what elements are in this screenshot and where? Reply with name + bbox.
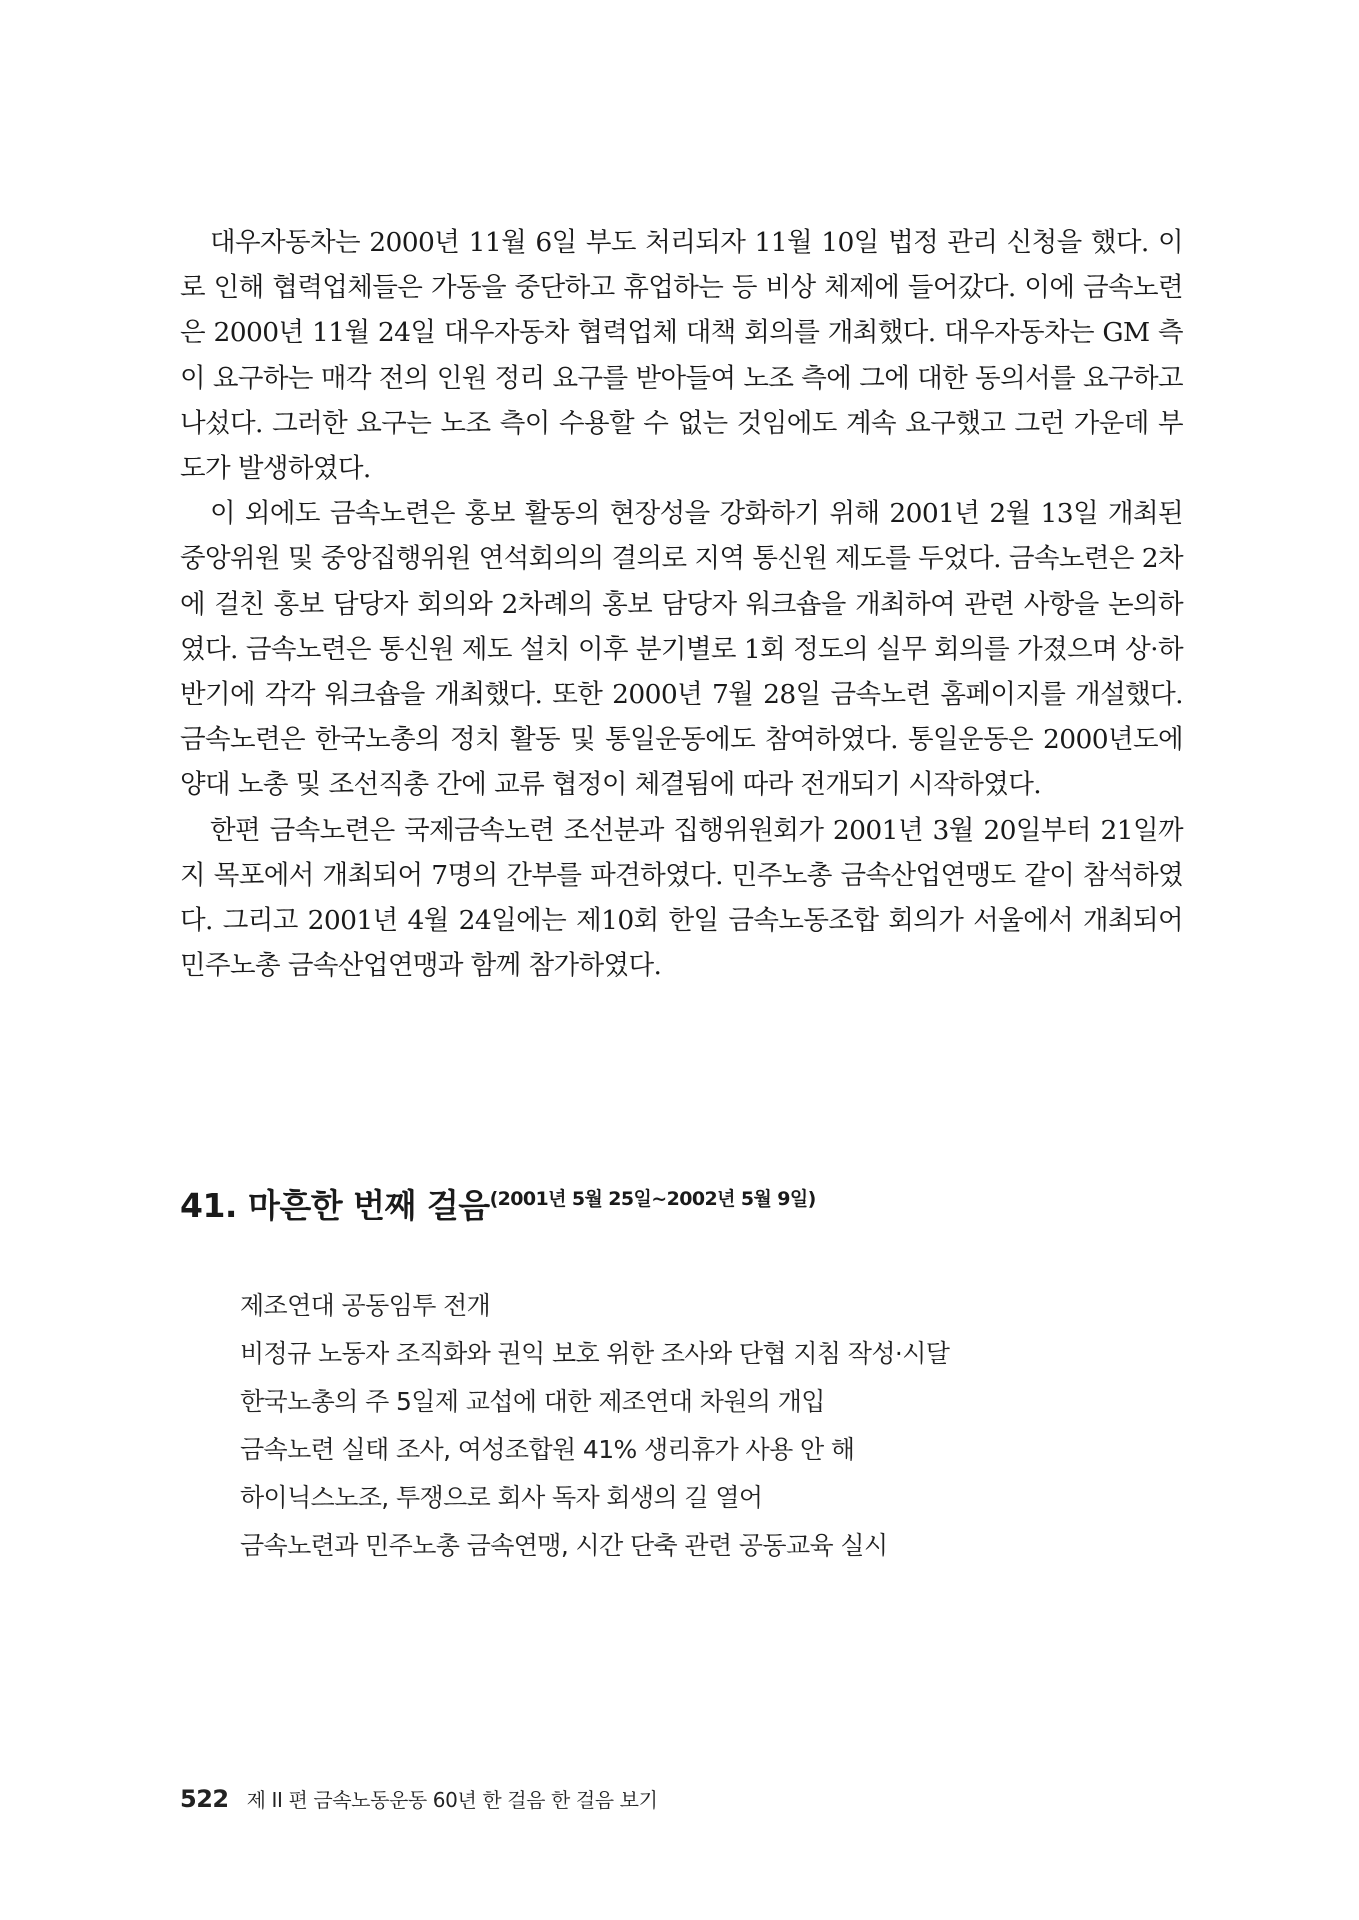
section-heading: [180, 1180, 816, 1227]
summary-item: 금속노련 실태 조사, 여성조합원 41% 생리휴가 사용 안 해: [240, 1435, 855, 1464]
running-title: 제 II 편 금속노동운동 60년 한 걸음 한 걸음 보기: [246, 1788, 658, 1812]
section-summary-list: [240, 1282, 949, 1570]
paragraph-imf-shipbuilding: 한편 금속노련은 국제금속노련 조선분과 집행위원회가 2001년 3월 20일부터 21일까지 목포에서 개최되어 7명의 간부를 파견하였다. 민주노총 금속산업연맹도 같이 참석하였다. 그리고 2001년 4월 24일에는 제10회 한일 금속노동조합 회의가 서울에서 개최되어 민주노총 금속산업연맹과 함께 참가하였다.: [180, 814, 1183, 982]
summary-item: 한국노총의 주 5일제 교섭에 대한 제조연대 차원의 개입: [240, 1387, 825, 1416]
paragraph-daewoo-bankruptcy: 대우자동차는 2000년 11월 6일 부도 처리되자 11월 10일 법정 관리 신청을 했다. 이로 인해 협력업체들은 가동을 중단하고 휴업하는 등 비상 체제에 들어갔다. 이에 금속노련은 2000년 11월 24일 대우자동차 협력업체 대책 회의를 개최했다. 대우자동차는 GM 측이 요구하는 매각 전의 인원 정리 요구를 받아들여 노조 측에 그에 대한 동의서를 요구하고 나섰다. 그러한 요구는 노조 측이 수용할 수 없는 것임에도 계속 요구했고 그런 가운데 부도가 발생하였다.: [180, 227, 1183, 485]
section-period: (2001년 5월 25일~2002년 5월 9일): [489, 1188, 816, 1210]
body-text: [180, 220, 1183, 988]
summary-item: 제조연대 공동임투 전개: [240, 1291, 491, 1320]
paragraph-publicity-correspondents: 이 외에도 금속노련은 홍보 활동의 현장성을 강화하기 위해 2001년 2월 13일 개최된 중앙위원 및 중앙집행위원 연석회의의 결의로 지역 통신원 제도를 두었다. 금속노련은 2차에 걸친 홍보 담당자 회의와 2차례의 홍보 담당자 워크숍을 개최하여 관련 사항을 논의하였다. 금속노련은 통신원 제도 설치 이후 분기별로 1회 정도의 실무 회의를 가졌으며 상·하반기에 각각 워크숍을 개최했다. 또한 2000년 7월 28일 금속노련 홈페이지를 개설했다. 금속노련은 한국노총의 정치 활동 및 통일운동에도 참여하였다. 통일운동은 2000년도에 양대 노총 및 조선직총 간에 교류 협정이 체결됨에 따라 전개되기 시작하였다.: [180, 498, 1183, 801]
summary-item: 비정규 노동자 조직화와 권익 보호 위한 조사와 단협 지침 작성·시달: [240, 1339, 950, 1368]
summary-item: 금속노련과 민주노총 금속연맹, 시간 단축 관련 공동교육 실시: [240, 1531, 888, 1560]
section-title: 41. 마흔한 번째 걸음: [180, 1186, 490, 1225]
summary-item: 하이닉스노조, 투쟁으로 회사 독자 회생의 길 열어: [240, 1483, 763, 1512]
page-number: 522: [180, 1785, 229, 1813]
page-footer: [180, 1784, 658, 1813]
